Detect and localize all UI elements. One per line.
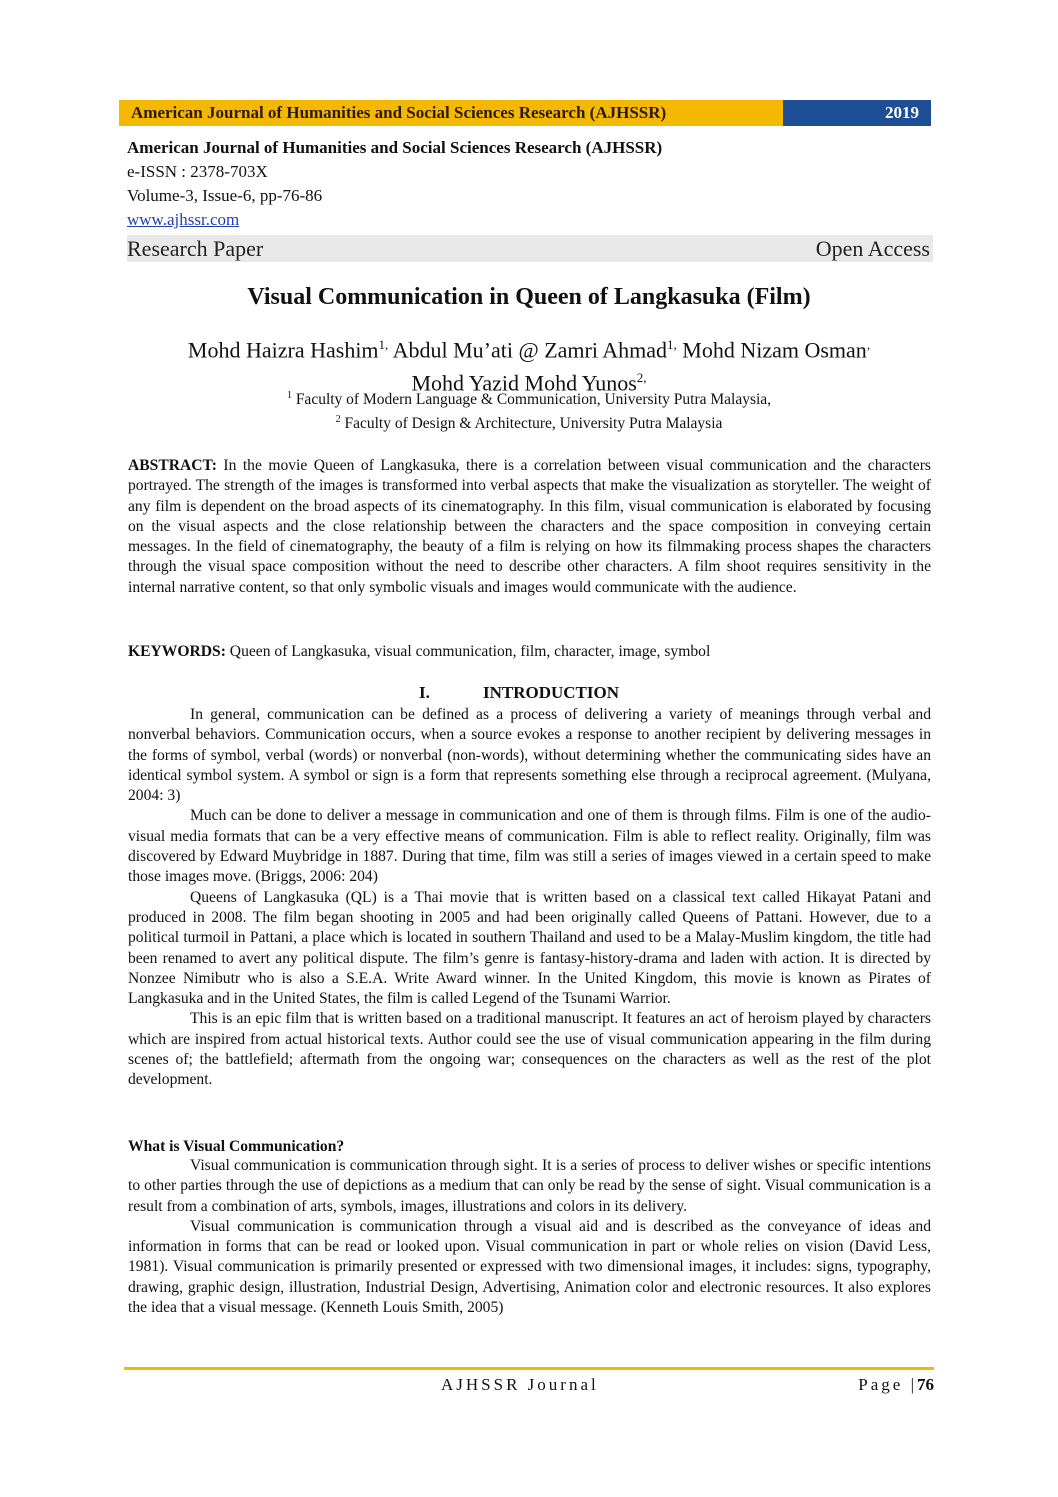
header-journal-name: American Journal of Humanities and Social Sciences Research (AJHSSR): [119, 100, 783, 126]
author-name: Mohd Haizra Hashim: [187, 337, 379, 363]
keywords: [128, 642, 931, 662]
affiliation: Faculty of Modern Language & Communication, University Putra Malaysia,: [291, 391, 772, 409]
header-year: 2019: [783, 100, 931, 126]
section-number: I.: [419, 683, 430, 702]
paragraph: Visual communication is communication through a visual aid and is described as the conveyance of ideas and information in forms that can be read or looked upon. Visual communication in part or whole relies on vision (David Less, 1981). Visual communication is primarily presented or expressed with two dimensional images, it includes: signs, typography, drawing, graphic design, illustration, Industrial Design, Advertising, Animation color and electronic resources. It also explores the idea that a visual message. (Kenneth Louis Smith, 2005): [128, 1217, 931, 1317]
affil-mark: 1: [286, 390, 292, 401]
introduction-body: [128, 705, 931, 1091]
author-name: Mohd Nizam Osman: [676, 337, 867, 363]
access-type: Open Access: [815, 235, 930, 261]
subsection-body: [128, 1156, 931, 1318]
author-affil-mark: ,: [866, 337, 871, 352]
abstract-text: In the movie Queen of Langkasuka, there is a correlation between visual communication and the characters portrayed. The strength of the images is transformed into verbal aspects that make the visualization as storyteller. The weight of any film is dependent on the broad aspects of its cinematography. In this film, visual communication is elaborated by focusing on the visual aspects and the close relationship between the characters and the space composition in conveying certain messages. In the field of cinematography, the beauty of a film is relying on how its filmmaking process shapes the characters through the visual space composition without the need to describe other characters. A film shoot requires sensitivity in the internal narrative content, so that only symbolic visuals and images would communicate with the audience.: [128, 457, 931, 596]
keywords-text: Queen of Langkasuka, visual communication, film, character, image, symbol: [225, 643, 711, 660]
paper-type: Research Paper: [127, 235, 264, 261]
author-affil-mark: 1,: [667, 337, 677, 352]
volume-issue: Volume-3, Issue-6, pp-76-86: [127, 186, 323, 205]
abstract-label: ABSTRACT:: [128, 457, 217, 474]
paragraph: Much can be done to deliver a message in communication and one of them is through films. Film is one of the audio-visual media formats that can be a very effective means of communication. Film is able to reflect reality. Originally, film was discovered by Edward Muybridge in 1887. During that time, film was still a series of images viewed in a certain speed to make those images move. (Briggs, 2006: 204): [128, 807, 931, 886]
page-label: Page |: [858, 1375, 917, 1394]
paragraph: In general, communication can be defined as a process of delivering a variety of meanings through verbal and nonverbal behaviors. Communication occurs, when a source evokes a response to another recipient by delivering messages in the forms of symbol, verbal (words) or nonverbal (non-words), without determining whether the communicating sides have an identical symbol system. A symbol or sign is a form that represents something else through a reciprocal agreement. (Mulyana, 2004: 3): [128, 706, 931, 805]
affiliations: [0, 386, 1058, 434]
journal-meta: [127, 136, 662, 232]
footer-journal: AJHSSR Journal: [441, 1375, 599, 1394]
paragraph: Queens of Langkasuka (QL) is a Thai movie that is written based on a classical text called Hikayat Patani and produced in 2008. The film began shooting in 2005 and had been originally called Queens of Pattani. However, due to a political turmoil in Pattani, a place which is located in southern Thailand and used to be a Malay-Muslim kingdom, the title had been renamed to avert any political dispute. The film’s genre is fantasy-history-drama and laden with action. It is directed by Nonzee Nimibutr who is also a S.E.A. Write Award winner. In the United Kingdom, this movie is known as Pirates of Langkasuka and in the United States, the film is called Legend of the Tsunami Warrior.: [128, 888, 931, 1008]
running-header: [119, 100, 931, 126]
author-name: Mohd Yazid Mohd Yunos: [411, 370, 637, 396]
footer-page: [858, 1375, 934, 1395]
keywords-label: KEYWORDS:: [128, 643, 226, 660]
journal-url-link[interactable]: www.ajhssr.com: [127, 210, 240, 229]
paragraph: This is an epic film that is written based on a traditional manuscript. It features an act of heroism played by characters which are inspired from actual historical texts. Author could see the use of visual communication appearing in the film during scenes of; the battlefield; aftermath from the ongoing war; consequences on the characters as well as the rest of the plot development.: [128, 1010, 931, 1089]
paragraph: Visual communication is communication through sight. It is a series of process to deliver wishes or specific intentions to other parties through the use of depictions as a medium that can only be read by the sense of sight. Visual communication is a result from a combination of arts, symbols, images, illustrations and colors in its delivery.: [128, 1157, 931, 1215]
paper-title: Visual Communication in Queen of Langkasuka (Film): [247, 284, 811, 310]
footer-rule: [124, 1367, 934, 1370]
paper-type-bar: [127, 235, 933, 262]
author-name: Abdul Mu’ati @ Zamri Ahmad: [388, 337, 668, 363]
affil-mark: 2: [335, 414, 341, 426]
page-number: 76: [917, 1375, 934, 1394]
journal-name: American Journal of Humanities and Social Sciences Research (AJHSSR): [127, 138, 663, 157]
abstract: [128, 456, 931, 598]
author-affil-mark: 1,: [378, 337, 389, 352]
subsection-heading: What is Visual Communication?: [128, 1138, 345, 1155]
author-affil-mark: 2,: [636, 370, 647, 386]
section-title: INTRODUCTION: [483, 683, 620, 702]
affiliation: Faculty of Design & Architecture, University Putra Malaysia: [340, 415, 723, 433]
eissn: e-ISSN : 2378-703X: [127, 162, 268, 181]
